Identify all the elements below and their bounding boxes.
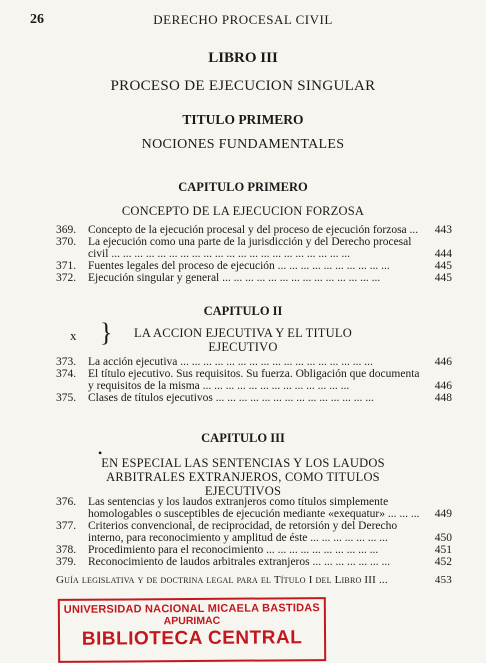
toc-entry <box>56 236 452 260</box>
stamp-university: UNIVERSIDAD NACIONAL MICAELA BASTIDAS <box>63 602 320 616</box>
titulo-heading: TITULO PRIMERO <box>182 112 304 127</box>
entry-text: Criterios convencional, de reciprocidad, de retorsión y del Derecho interno, para reconocimiento y amplitud de éste ... ... ... ... ... ... ... <box>88 520 398 544</box>
library-stamp <box>58 597 326 663</box>
entry-text: Fuentes legales del proceso de ejecución ... ... ... ... ... ... ... ... ... ... <box>88 260 390 272</box>
chapter-3-section: EN ESPECIAL LAS SENTENCIAS Y LOS LAUDOS ARBITRALES EXTRANJEROS, COMO TITULOS EJECUTIVOS <box>101 456 385 498</box>
handwritten-brace-mark: } <box>100 318 113 347</box>
handwritten-dot-mark: • <box>98 446 103 460</box>
toc-entry <box>56 544 452 556</box>
entry-page: 445 <box>434 272 452 284</box>
entry-page: 449 <box>434 508 452 520</box>
entry-page: 443 <box>434 224 452 236</box>
entry-page: 451 <box>434 544 452 556</box>
entry-page: 446 <box>434 380 452 392</box>
stamp-library: BIBLIOTECA CENTRAL <box>81 627 303 650</box>
entry-page: 448 <box>434 392 452 404</box>
chapter-3-heading: CAPITULO III <box>201 431 285 445</box>
entry-number: 379. <box>56 556 77 568</box>
entry-page: 450 <box>434 532 452 544</box>
chapter-2-heading: CAPITULO II <box>203 304 283 318</box>
entry-page: 446 <box>434 356 452 368</box>
chapter-3-entries <box>56 496 452 568</box>
entry-number: 377. <box>56 520 77 532</box>
toc-entry <box>56 520 452 544</box>
entry-text: La acción ejecutiva ... ... ... ... ... ... ... ... ... ... ... ... ... ... ... ... ... <box>88 356 373 368</box>
entry-number: 373. <box>56 356 77 368</box>
toc-entry <box>56 368 452 392</box>
libro-heading: LIBRO III <box>208 50 278 66</box>
entry-number: 378. <box>56 544 77 556</box>
toc-entry <box>56 224 452 236</box>
chapter-1-section: CONCEPTO DE LA EJECUCION FORZOSA <box>121 204 365 218</box>
entry-number: 374. <box>56 368 77 380</box>
toc-entry <box>56 356 452 368</box>
handwritten-x-mark: x <box>70 328 77 343</box>
entry-number: 371. <box>56 260 77 272</box>
chapter-2-section: LA ACCION EJECUTIVA Y EL TITULO EJECUTIVO <box>134 326 352 354</box>
entry-number: 375. <box>56 392 77 404</box>
entry-text: Concepto de la ejecución procesal y del proceso de ejecución forzosa ... <box>88 224 419 236</box>
entry-text: Procedimiento para el reconocimiento ... ... ... ... ... ... ... ... ... ... <box>88 544 379 556</box>
entry-text: El título ejecutivo. Sus requisitos. Su fuerza. Obligación que documenta y requisitos de la misma ... ... ... ... ... ... ... ... ... ... ... ... ... <box>88 368 420 392</box>
toc-entry <box>56 260 452 272</box>
guia-page: 453 <box>434 574 452 586</box>
proceso-heading: PROCESO DE EJECUCION SINGULAR <box>110 78 376 94</box>
entry-text: La ejecución como una parte de la jurisdicción y del Derecho procesal civil ... ... ... ... ... ... ... ... ... ... ... ... ... ... ... ... ... ... ... ... ... <box>88 236 412 260</box>
entry-text: Reconocimiento de laudos arbitrales extranjeros ... ... ... ... ... ... ... <box>88 556 391 568</box>
page-number: 26 <box>30 12 44 27</box>
toc-entry <box>56 272 452 284</box>
toc-entry <box>56 392 452 404</box>
nociones-heading: NOCIONES FUNDAMENTALES <box>141 137 345 152</box>
entry-text: Clases de títulos ejecutivos ... ... ... ... ... ... ... ... ... ... ... ... ... ... <box>88 392 374 404</box>
entry-page: 445 <box>434 260 452 272</box>
chapter-2-entries <box>56 356 452 404</box>
entry-text: Las sentencias y los laudos extranjeros como títulos simplemente homologables o susceptibles de ejecución mediante «exequatur» ... ... ... <box>88 496 420 520</box>
toc-entry <box>56 556 452 568</box>
page-header <box>30 12 456 30</box>
entry-page: 452 <box>434 556 452 568</box>
guia-text: Guía legislativa y de doctrina legal para el Título I del Libro III ... <box>56 574 388 586</box>
toc-entry <box>56 496 452 520</box>
entry-number: 370. <box>56 236 77 248</box>
guia-legislativa-line <box>56 574 452 586</box>
entry-text: Ejecución singular y general ... ... ... ... ... ... ... ... ... ... ... ... ... ... <box>88 272 381 284</box>
entry-number: 369. <box>56 224 77 236</box>
entry-page: 444 <box>434 248 452 260</box>
chapter-1-heading: CAPITULO PRIMERO <box>178 180 308 194</box>
entry-number: 372. <box>56 272 77 284</box>
chapter-1-entries <box>56 224 452 284</box>
entry-number: 376. <box>56 496 77 508</box>
running-head: DERECHO PROCESAL CIVIL <box>153 12 333 27</box>
stamp-region: APURIMAC <box>163 614 221 628</box>
